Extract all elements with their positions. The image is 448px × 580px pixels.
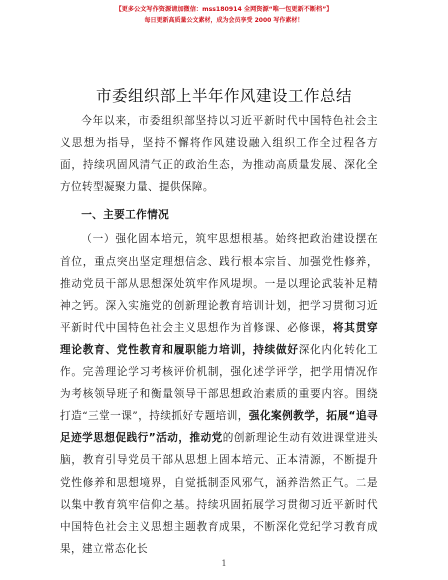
promo-banner-line-1: 【更多公文写作资源请加微信：mss180914 全网资源“唯一包更新不断档”】 xyxy=(115,6,333,13)
promo-banner-line-2: 每日更新高质量公文素材，成为会员享受 2000 写作素材！ xyxy=(144,17,304,24)
emphasized-text: 将其贯穿理论教育、党性教育和履职能力培训，持续做好 xyxy=(60,321,378,356)
body-text: （一）强化固本培元，筑牢思想根基。始终把政治建设摆在首位，重点突出坚定理想信念、践行根本宗旨、加强党性修养，推动党员干部从思想深处筑牢作风堤坝。一是以理论武装补足精神之钙。深入实施党的创新理论教育培训计划，把学习贯彻习近平新时代中国特色社会主义思想作为首修课、必修课， xyxy=(60,233,378,334)
body-text: 深化内化转化工作。完善理论学习考核评价机制，强化述学评学，把学用情况作为考核领导班子和衡量领导干部思想政治素质的重要内容。围绕打造“三堂一课”，持续抓好专题培训， xyxy=(60,343,378,423)
body-paragraph xyxy=(60,228,378,559)
body-text: 的创新理论生动有效进课堂进头脑，教育引导党员干部从思想上固本培元、正本清源，不断提升党性修养和思想境界，自觉抵制歪风邪气，涵养浩然正气。二是以集中教育筑牢信仰之基。持续巩固拓展学习贯彻习近平新时代中国特色社会主义思想主题教育成果，不断深化党纪学习教育成果，建立常态化长 xyxy=(60,432,378,555)
document-title: 市委组织部上半年作风建设工作总结 xyxy=(95,87,352,105)
section-heading: 一、主要工作情况 xyxy=(81,209,170,222)
page-number: 1 xyxy=(221,559,227,568)
intro-paragraph: 今年以来，市委组织部坚持以习近平新时代中国特色社会主义思想为指导，坚持不懈将作风建设融入组织工作全过程各方面，持续巩固风清气正的政治生态，为推动高质量发展、深化全方位转型凝聚力量、提供保障。 xyxy=(60,115,378,194)
emphasized-text: 强化案例教学，拓展“追寻足迹学思想促践行”活动，推动党 xyxy=(60,410,379,445)
promo-banner xyxy=(0,4,448,26)
document-body xyxy=(60,110,378,560)
